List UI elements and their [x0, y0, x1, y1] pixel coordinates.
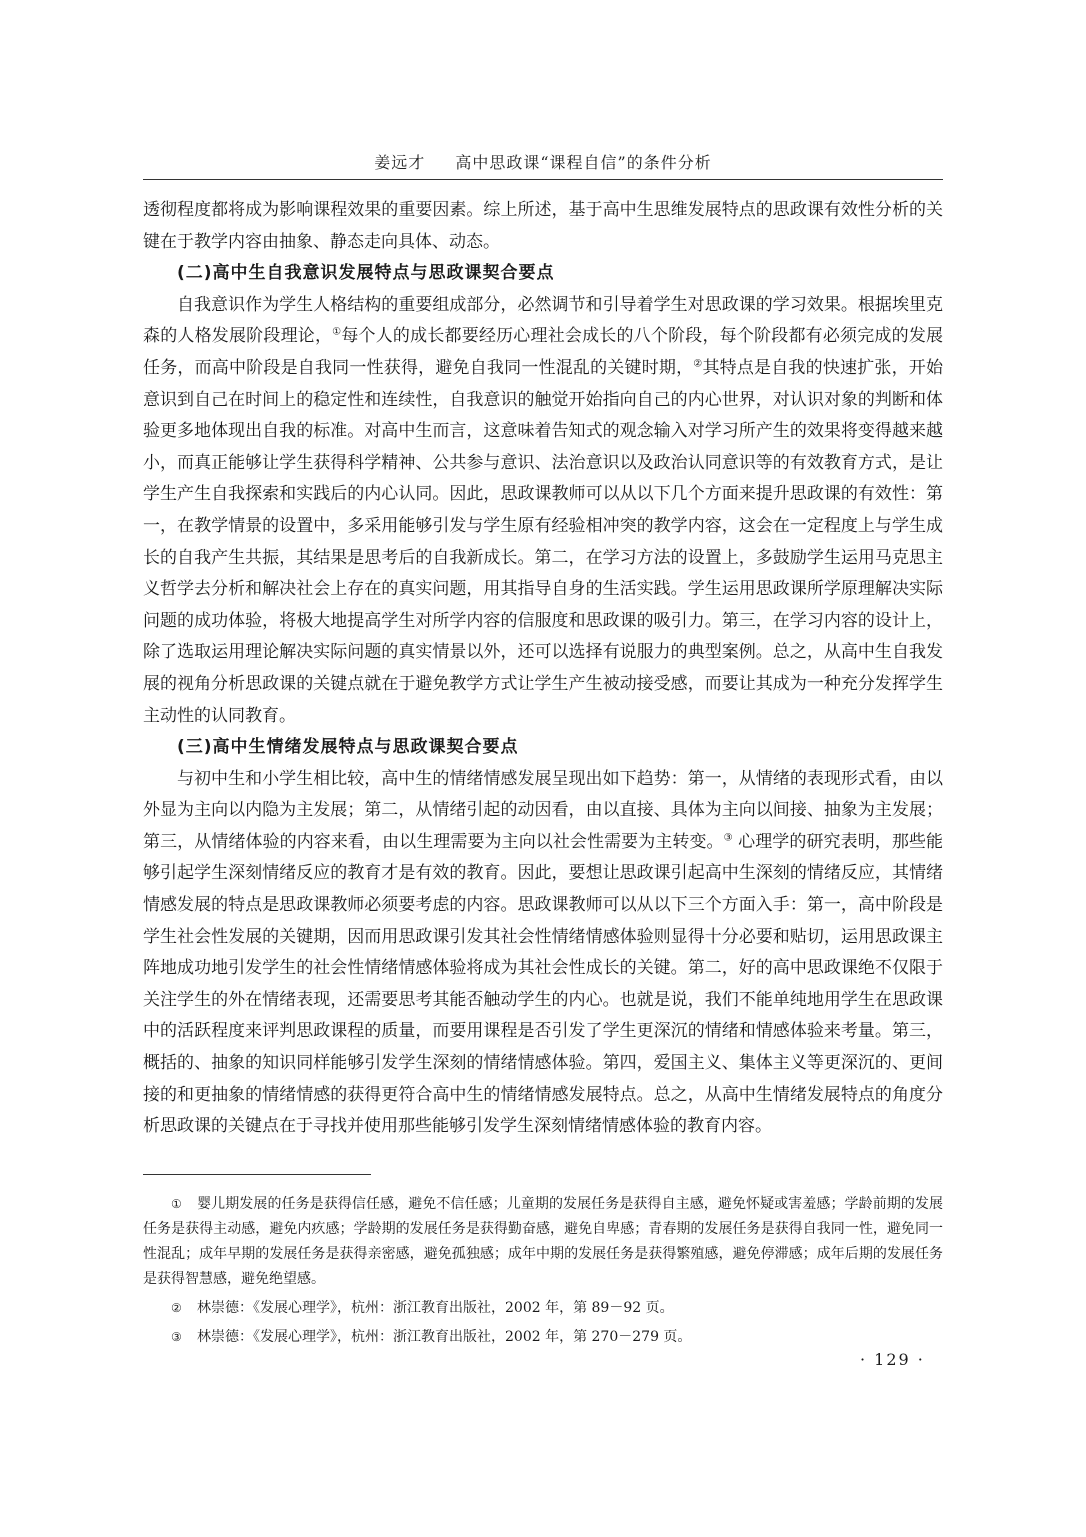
footnote-ref-2[interactable]: ② [693, 358, 703, 370]
footnote-1 [143, 1192, 943, 1292]
footnote-2 [143, 1296, 943, 1321]
header-rule [143, 179, 943, 180]
running-head-title: 高中思政课“课程自信”的条件分析 [455, 153, 712, 172]
footnote-mark: ③ [171, 1330, 182, 1344]
footnote-mark: ② [171, 1301, 182, 1315]
page-number: · 129 · [860, 1350, 925, 1369]
running-head [0, 150, 1086, 173]
footnote-ref-3[interactable]: ③ [723, 832, 733, 844]
footnote-rule [143, 1174, 371, 1175]
footnote-text: 林崇德：《发展心理学》，杭州：浙江教育出版社，2002 年，第 270－279 页。 [197, 1329, 692, 1345]
footnotes [143, 1192, 943, 1354]
paragraph-text: 与初中生和小学生相比较，高中生的情绪情感发展呈现出如下趋势：第一，从情绪的表现形式看，由以外显为主向以内隐为主发展；第二，从情绪引起的动因看，由以直接、具体为主向以间接、抽象为主发展；第三，从情绪体验的内容来看，由以生理需要为主向以社会性需要为主转变。 [143, 768, 943, 852]
paragraph-text: 其特点是自我的快速扩张，开始意识到自己在时间上的稳定性和连续性，自我意识的触觉开始指向自己的内心世界，对认识对象的判断和体验更多地体现出自我的标准。对高中生而言，这意味着告知式的观念输入对学习所产生的效果将变得越来越小，而真正能够让学生获得科学精神、公共参与意识、法治意识以及政治认同意识等的有效教育方式，是让学生产生自我探索和实践后的内心认同。因此，思政课教师可以从以下几个方面来提升思政课的有效性：第一，在教学情景的设置中，多采用能够引发与学生原有经验相冲突的教学内容，这会在一定程度上与学生成长的自我产生共振，其结果是思考后的自我新成长。第二，在学习方法的设置上，多鼓励学生运用马克思主义哲学去分析和解决社会上存在的真实问题，用其指导自身的生活实践。学生运用思政课所学原理解决实际问题的成功体验，将极大地提高学生对所学内容的信服度和思政课的吸引力。第三，在学习内容的设计上，除了选取运用理论解决实际问题的真实情景以外，还可以选择有说服力的典型案例。总之，从高中生自我发展的视角分析思政课的关键点就在于避免教学方式让学生产生被动接受感，而要让其成为一种充分发挥学生主动性的认同教育。 [143, 357, 944, 726]
footnote-text: 林崇德：《发展心理学》，杭州：浙江教育出版社，2002 年，第 89－92 页。 [197, 1300, 674, 1316]
footnote-3 [143, 1325, 943, 1350]
section-heading-2: (二)高中生自我意识发展特点与思政课契合要点 [177, 263, 555, 284]
paragraph-continued: 透彻程度都将成为影响课程效果的重要因素。综上所述，基于高中生思维发展特点的思政课有效性分析的关键在于教学内容由抽象、静态走向具体、动态。 [143, 200, 943, 252]
paragraph-text: 自我意识作为学生人格结构的重要组成部分，必然调节和引导着学生对思政课的学习效果。根据埃里克森的人格发展阶段理论， [143, 294, 943, 347]
paragraph-text: 心理学的研究表明，那些能够引起学生深刻情绪反应的教育才是有效的教育。因此，要想让思政课引起高中生深刻的情绪反应，其情绪情感发展的特点是思政课教师必须要考虑的内容。思政课教师可以从以下三个方面入手：第一，高中阶段是学生社会性发展的关键期，因而用思政课引发其社会性情绪情感体验则显得十分必要和贴切，运用思政课主阵地成功地引发学生的社会性情绪情感体验将成为其社会性成长的关键。第二，好的高中思政课绝不仅限于关注学生的外在情绪表现，还需要思考其能否触动学生的内心。也就是说，我们不能单纯地用学生在思政课中的活跃程度来评判思政课程的质量，而要用课程是否引发了学生更深沉的情绪和情感体验来考量。第三，概括的、抽象的知识同样能够引发学生深刻的情绪情感体验。第四，爱国主义、集体主义等更深沉的、更间接的和更抽象的情绪情感的获得更符合高中生的情绪情感发展特点。总之，从高中生情绪发展特点的角度分析思政课的关键点在于寻找并使用那些能够引发学生深刻情绪情感体验的教育内容。 [143, 831, 944, 1137]
footnote-ref-1[interactable]: ① [332, 326, 342, 338]
paragraph-emotion [143, 764, 943, 1143]
paragraph-text: 每个人的成长都要经历心理社会成长的八个阶段，每个阶段都有必须完成的发展任务，而高中阶段是自我同一性获得，避免自我同一性混乱的关键时期， [143, 326, 944, 378]
section-heading-3: (三)高中生情绪发展特点与思政课契合要点 [177, 737, 519, 758]
paragraph-self-awareness [143, 290, 943, 732]
running-head-author: 姜远才 [374, 153, 426, 172]
footnote-mark: ① [171, 1197, 182, 1211]
article-body [143, 195, 943, 1143]
footnote-text: 婴儿期发展的任务是获得信任感，避免不信任感；儿童期的发展任务是获得自主感，避免怀疑或害羞感；学龄前期的发展任务是获得主动感，避免内疚感；学龄期的发展任务是获得勤奋感，避免自卑感；青春期的发展任务是获得自我同一性，避免同一性混乱；成年早期的发展任务是获得亲密感，避免孤独感；成年中期的发展任务是获得繁殖感，避免停滞感；成年后期的发展任务是获得智慧感，避免绝望感。 [143, 1196, 943, 1287]
